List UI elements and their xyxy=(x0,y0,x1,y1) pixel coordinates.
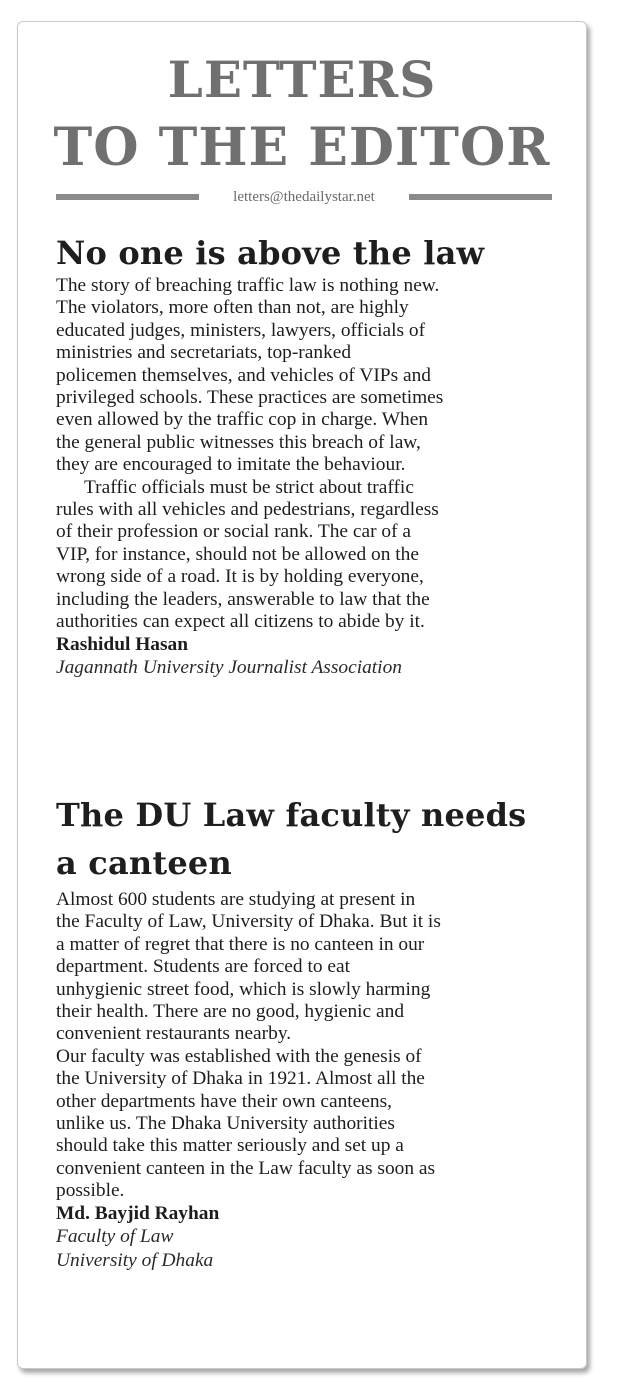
text-line: other departments have their own canteens, xyxy=(56,1090,392,1112)
text-line: convenient canteen in the Law faculty as soon as xyxy=(56,1157,436,1179)
text-line: Traffic officials must be strict about traffic xyxy=(84,476,414,498)
title-line: a canteen xyxy=(56,844,232,882)
text-line: department. Students are forced to eat xyxy=(56,956,350,978)
text-line: rules with all vehicles and pedestrians, regardless xyxy=(56,499,439,521)
title-line: The DU Law faculty needs xyxy=(56,796,527,834)
text-line: unhygienic street food, which is slowly harming xyxy=(56,978,431,1000)
letter-2-affiliation-1: Faculty of Law xyxy=(56,1226,174,1248)
text-line: educated judges, ministers, lawyers, officials of xyxy=(56,319,426,341)
letter-2-title xyxy=(56,791,566,887)
letter-2-author: Md. Bayjid Rayhan xyxy=(56,1202,220,1224)
text-line: The story of breaching traffic law is nothing new. xyxy=(56,275,440,296)
masthead-line-2: TO THE EDITOR xyxy=(53,117,551,178)
email-divider xyxy=(56,188,552,208)
text-line: policemen themselves, and vehicles of VIPs and xyxy=(56,364,431,386)
text-line: privileged schools. These practices are sometimes xyxy=(56,387,444,409)
letters-card xyxy=(17,21,587,1369)
divider-bar-left xyxy=(56,194,199,200)
text-line: Almost 600 students are studying at present in xyxy=(56,889,416,910)
text-line: Our faculty was established with the genesis of xyxy=(56,1045,422,1067)
letter-2-paragraph-1 xyxy=(56,889,566,1046)
letter-2-paragraph-2 xyxy=(56,1046,566,1203)
masthead-line-1: LETTERS xyxy=(167,50,437,109)
text-line: convenient restaurants nearby. xyxy=(56,1023,292,1045)
text-line: the general public witnesses this breach of law, xyxy=(56,431,421,453)
text-line: wrong side of a road. It is by holding everyone, xyxy=(56,566,424,588)
text-line: their health. There are no good, hygienic and xyxy=(56,1001,405,1023)
text-line: The violators, more often than not, are highly xyxy=(56,297,409,319)
letter-2-affiliation-2: University of Dhaka xyxy=(56,1250,214,1272)
divider-bar-right xyxy=(409,194,552,200)
text-line: authorities can expect all citizens to abide by it. xyxy=(56,611,425,633)
editor-email: letters@thedailystar.net xyxy=(233,189,375,205)
text-line: the Faculty of Law, University of Dhaka. But it is xyxy=(56,911,441,933)
text-line: possible. xyxy=(56,1180,125,1202)
text-line: a matter of regret that there is no canteen in our xyxy=(56,933,425,955)
letter-1-author: Rashidul Hasan xyxy=(56,633,189,655)
text-line: ministries and secretariats, top-ranked xyxy=(56,342,352,364)
text-line: even allowed by the traffic cop in charge. When xyxy=(56,409,429,431)
letter-2 xyxy=(56,791,566,1273)
letter-1-paragraph-2 xyxy=(56,477,566,634)
text-line: VIP, for instance, should not be allowed on the xyxy=(56,543,419,565)
letter-1-affiliation: Jagannath University Journalist Association xyxy=(56,656,402,678)
text-line: they are encouraged to imitate the behaviour. xyxy=(56,454,406,476)
text-line: including the leaders, answerable to law that the xyxy=(56,588,430,610)
text-line: the University of Dhaka in 1921. Almost all the xyxy=(56,1068,425,1090)
text-line: should take this matter seriously and set up a xyxy=(56,1135,404,1157)
letter-1-paragraph-1 xyxy=(56,275,566,477)
text-line: of their profession or social rank. The car of a xyxy=(56,521,412,543)
text-line: unlike us. The Dhaka University authorities xyxy=(56,1113,395,1135)
letter-1 xyxy=(56,235,566,680)
letter-1-title: No one is above the law xyxy=(56,234,485,272)
